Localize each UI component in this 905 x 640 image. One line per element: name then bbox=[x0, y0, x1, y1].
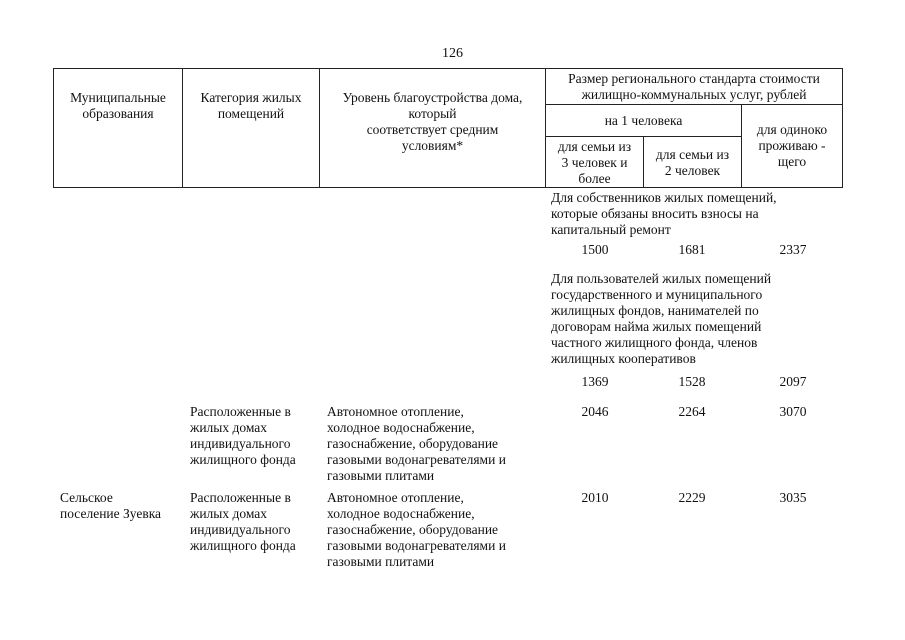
row-municipality: Сельское поселение Зуевка bbox=[60, 490, 162, 521]
page-number: 126 bbox=[442, 46, 463, 61]
row-value-family-3plus: 2046 bbox=[581, 404, 609, 419]
row-category: Расположенные в жилых домах индивидуального жилищного фонда bbox=[190, 490, 296, 553]
row-category: Расположенные в жилых домах индивидуального жилищного фонда bbox=[190, 404, 296, 467]
owners-value-single: 2337 bbox=[779, 242, 807, 257]
header-per-person: на 1 человека bbox=[604, 113, 683, 128]
owners-value-family-2: 1681 bbox=[678, 242, 706, 257]
row-value-single: 3070 bbox=[779, 404, 807, 419]
section-owners-label: Для собственников жилых помещений, которые обязаны вносить взносы на капитальный ремонт bbox=[551, 190, 777, 237]
row-amenities: Автономное отопление, холодное водоснабжение, газоснабжение, оборудование газовыми водонагревателями и газовыми плитами bbox=[327, 404, 506, 483]
header-amenities: Уровень благоустройства дома, который соответствует средним условиям* bbox=[342, 90, 523, 153]
row-value-single: 3035 bbox=[779, 490, 807, 505]
row-value-family-2: 2229 bbox=[678, 490, 706, 505]
row-amenities: Автономное отопление, холодное водоснабжение, газоснабжение, оборудование газовыми водонагревателями и газовыми плитами bbox=[327, 490, 506, 569]
header-category: Категория жилых помещений bbox=[200, 90, 302, 121]
header-single: для одиноко проживаю - щего bbox=[756, 122, 828, 169]
users-value-family-3plus: 1369 bbox=[581, 374, 609, 389]
row-value-family-2: 2264 bbox=[678, 404, 706, 419]
row-value-family-3plus: 2010 bbox=[581, 490, 609, 505]
header-standard-size: Размер регионального стандарта стоимости жилищно-коммунальных услуг, рублей bbox=[568, 71, 820, 102]
owners-value-family-3plus: 1500 bbox=[581, 242, 609, 257]
header-family-3plus: для семьи из 3 человек и более bbox=[557, 139, 632, 186]
header-municipalities: Муниципальные образования bbox=[70, 90, 166, 121]
users-value-single: 2097 bbox=[779, 374, 807, 389]
section-users-label: Для пользователей жилых помещений государственного и муниципального жилищных фондов, нанимателей по договорам найма жилых помещений частного жилищного фонда, членов жилищных кооперативов bbox=[551, 271, 772, 366]
users-value-family-2: 1528 bbox=[678, 374, 706, 389]
header-family-2: для семьи из 2 человек bbox=[655, 147, 730, 178]
